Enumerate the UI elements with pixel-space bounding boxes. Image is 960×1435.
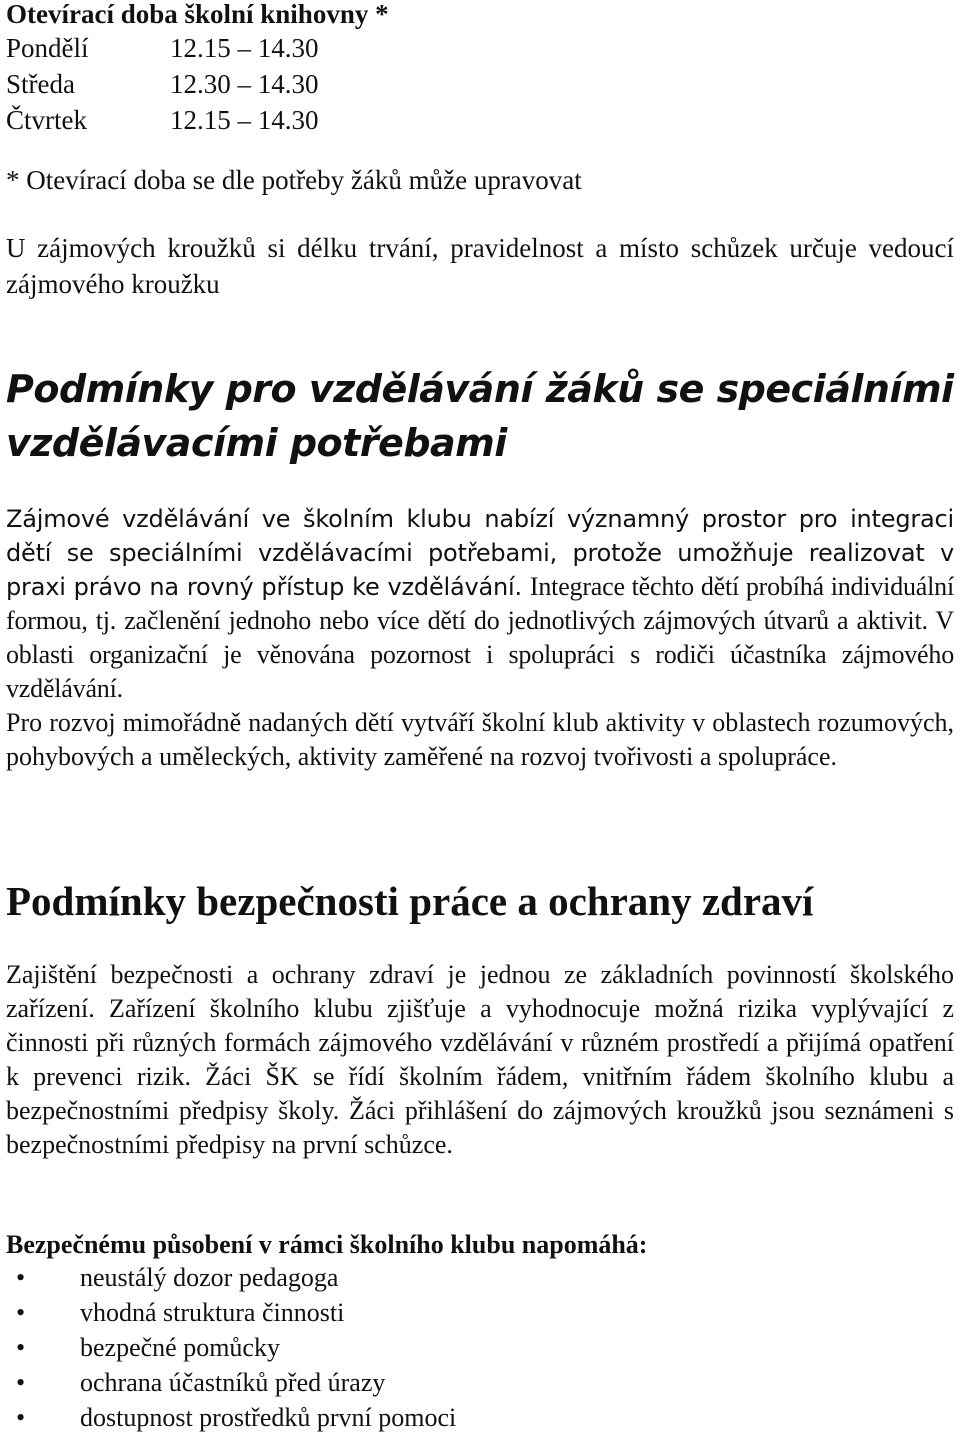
list-item-text: ochrana účastníků před úrazy <box>80 1368 386 1397</box>
special-needs-paragraph <box>6 502 954 706</box>
list-item-text: bezpečné pomůcky <box>80 1333 280 1362</box>
list-item <box>6 1365 456 1400</box>
clubs-paragraph: U zájmových kroužků si délku trvání, pravidelnost a místo schůzek určuje vedoucí zájmového kroužku <box>6 233 954 299</box>
list-item-text: neustálý dozor pedagoga <box>80 1263 339 1292</box>
hours-note: * Otevírací doba se dle potřeby žáků může upravovat <box>6 165 582 195</box>
safety-heading: Podmínky bezpečnosti práce a ochrany zdraví <box>6 878 814 924</box>
list-item <box>6 1400 456 1435</box>
list-item-text: vhodná struktura činnosti <box>80 1298 345 1327</box>
hours-day: Pondělí <box>6 33 89 63</box>
hours-day: Středa <box>6 69 75 99</box>
special-needs-text-2: Integrace těchto dětí probíhá individuální formou, tj. začlenění jednoho nebo více dětí do jednotlivých zájmových útvarů a aktivit. V oblasti organizační je věnována pozornost i spolupráci s rodiči účastníka zájmového vzdělávání. <box>6 572 954 703</box>
bullet-icon: • <box>16 1263 26 1292</box>
safety-list <box>6 1260 456 1435</box>
list-item <box>6 1260 456 1295</box>
library-hours-title: Otevírací doba školní knihovny * <box>6 0 389 29</box>
bullet-icon: • <box>16 1298 26 1327</box>
safety-list-title: Bezpečnému působení v rámci školního klubu napomáhá: <box>6 1230 648 1259</box>
gifted-paragraph: Pro rozvoj mimořádně nadaných dětí vytváří školní klub aktivity v oblastech rozumových, pohybových a uměleckých, aktivity zaměřené na rozvoj tvořivosti a spolupráce. <box>6 708 954 771</box>
bullet-icon: • <box>16 1368 26 1397</box>
hours-row <box>6 66 319 102</box>
hours-day: Čtvrtek <box>6 105 87 135</box>
list-item <box>6 1295 456 1330</box>
hours-time: 12.15 – 14.30 <box>170 33 319 63</box>
hours-time: 12.30 – 14.30 <box>170 69 319 99</box>
library-hours-list <box>6 30 319 138</box>
hours-row <box>6 30 319 66</box>
bullet-icon: • <box>16 1333 26 1362</box>
safety-paragraph: Zajištění bezpečnosti a ochrany zdraví je jednou ze základních povinností školského zařízení. Zařízení školního klubu zjišťuje a vyhodnocuje možná rizika vyplývající z činnosti při různých formách zájmového vzdělávání v různém prostředí a přijímá opatření k prevenci rizik. Žáci ŠK se řídí školním řádem, vnitřním řádem školního klubu a bezpečnostními předpisy školy. Žáci přihlášení do zájmových kroužků jsou seznámeni s bezpečnostními předpisy na první schůzce. <box>6 960 954 1159</box>
list-item-text: dostupnost prostředků první pomoci <box>80 1403 457 1432</box>
special-needs-heading: Podmínky pro vzdělávání žáků se speciálními vzdělávacími potřebami <box>6 367 954 465</box>
list-item <box>6 1330 456 1365</box>
special-needs-text-1: Zájmové vzdělávání ve školním klubu nabízí významný prostor pro integraci dětí se speciálními vzdělávacími potřebami, protože umožňuje realizovat v praxi právo na rovný přístup ke vzdělávání. <box>6 505 954 601</box>
hours-time: 12.15 – 14.30 <box>170 105 319 135</box>
bullet-icon: • <box>16 1403 26 1432</box>
hours-row <box>6 102 319 138</box>
